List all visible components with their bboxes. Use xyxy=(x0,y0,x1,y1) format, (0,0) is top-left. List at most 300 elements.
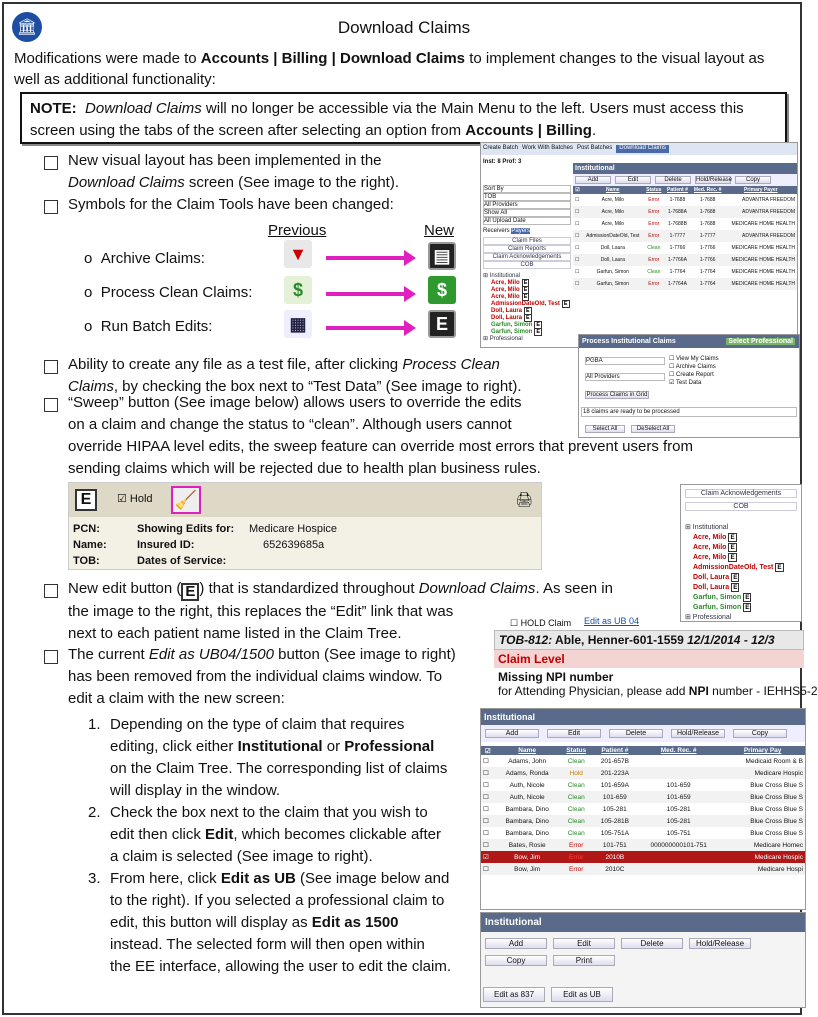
row-checkbox[interactable]: ☐ xyxy=(483,782,489,789)
process-grid-button[interactable]: Process Claims in Grid xyxy=(586,392,648,398)
error-title: Missing NPI number xyxy=(498,670,614,684)
edit-as-ub-button[interactable]: Edit as UB xyxy=(551,987,613,1002)
showing-label: Showing Edits for: xyxy=(137,523,235,535)
note-box xyxy=(20,92,787,144)
providers-select[interactable]: All Providers xyxy=(585,373,665,381)
select-all-button[interactable]: Select All xyxy=(585,425,625,433)
table-cell: AdmissionDateOld, Test xyxy=(586,233,640,239)
column-header[interactable]: Status xyxy=(643,186,664,194)
select-professional-button[interactable]: Select Professional xyxy=(728,338,793,345)
table-cell: 1-7688 xyxy=(699,209,716,215)
row-checkbox[interactable]: ☐ xyxy=(483,866,489,873)
row-checkbox[interactable]: ☑ xyxy=(483,854,489,861)
claim-reports-link[interactable]: Claim Reports xyxy=(483,245,571,253)
table-cell: Auth, Nicole xyxy=(509,793,545,801)
institutional-toolbar-screenshot xyxy=(480,912,806,1008)
hold-claim-checkbox[interactable]: ☐ HOLD Claim xyxy=(510,618,572,628)
tree-item[interactable]: ⊞ Professional xyxy=(483,336,523,342)
table-row[interactable] xyxy=(481,791,805,803)
table-cell: 101-659A xyxy=(600,781,629,789)
options-checkboxes xyxy=(669,355,719,387)
step-3-l1-end: (See image below and xyxy=(295,870,450,887)
claim-ack-link[interactable]: Claim Acknowledgements xyxy=(685,489,797,498)
step-3-l2: to the right). If you selected a professional claim to xyxy=(110,892,445,909)
sort-select[interactable]: Sort By xyxy=(483,185,571,193)
edit-e-icon[interactable]: E xyxy=(536,329,540,335)
toolbar-button[interactable]: Hold/Release xyxy=(689,938,751,949)
sweep-panel xyxy=(68,482,542,570)
table-cell: Medicaid Room & B xyxy=(745,757,803,765)
step-3-l4: instead. The selected form will then open within xyxy=(110,936,425,953)
sub-bullet: o Process Clean Claims: xyxy=(84,284,253,301)
table-cell: MEDICARE HOME HEALTH xyxy=(731,245,795,251)
table-cell: Doll, Laura xyxy=(600,257,625,263)
table-cell: Medicare Hospi xyxy=(757,865,803,873)
create-report-label: Create Report xyxy=(676,372,714,378)
edit-e-icon[interactable]: E xyxy=(730,554,735,561)
table-cell: 1-7766A xyxy=(668,257,687,263)
table-cell: 105-751 xyxy=(666,829,691,837)
table-cell: Error xyxy=(648,197,660,203)
table-row[interactable] xyxy=(573,278,797,290)
claim-level-banner: Claim Level xyxy=(494,650,804,668)
bullet-box xyxy=(44,156,58,170)
option-row[interactable]: ☐ Create Report xyxy=(669,372,714,378)
bullet-3-italic-2: Claims xyxy=(68,378,114,395)
document-page xyxy=(2,2,818,1015)
table-row[interactable] xyxy=(481,851,805,863)
payers-tab[interactable]: Payers xyxy=(511,228,531,234)
upload-select[interactable]: All Upload Date xyxy=(483,217,571,225)
archive-claims-label: Archive Claims xyxy=(675,364,716,370)
table-cell: Blue Cross Blue S xyxy=(750,817,803,825)
edit-e-icon[interactable]: E xyxy=(730,534,735,541)
claim-tree-panel xyxy=(483,159,571,347)
table-cell: 101-751 xyxy=(602,841,627,849)
table-cell: 1-7764 xyxy=(699,269,716,275)
dialog-title: Process Institutional Claims xyxy=(582,338,676,345)
claim-tree xyxy=(483,273,571,343)
table-cell: Clean xyxy=(567,793,585,801)
bullet-1-italic: Download Claims xyxy=(68,174,185,191)
cob-link[interactable]: COB xyxy=(483,261,571,269)
edit-as-ub04-link[interactable]: Edit as UB 04 xyxy=(584,616,640,626)
edit-button[interactable] xyxy=(75,489,97,511)
table-row[interactable] xyxy=(481,779,805,791)
table-cell: 1-7764 xyxy=(699,281,716,287)
table-cell: Doll, Laura xyxy=(600,245,625,251)
row-checkbox[interactable]: ☐ xyxy=(483,818,489,825)
tree-item[interactable]: ⊞ Institutional xyxy=(483,273,521,279)
tree-item[interactable]: ⊞ Professional xyxy=(685,614,732,621)
step-3-l1: From here, click xyxy=(110,870,221,887)
bullet-2: Symbols for the Claim Tools have been changed: xyxy=(68,196,394,213)
tab-bar xyxy=(481,143,797,155)
table-cell: Error xyxy=(648,209,660,215)
bullet-box xyxy=(44,650,58,664)
name-label: Name: xyxy=(73,539,107,551)
table-cell: Error xyxy=(569,841,584,849)
table-cell: Bambara, Dino xyxy=(505,829,549,837)
tree-item[interactable]: Garfun, Simon E xyxy=(491,322,540,328)
claim-edit-screenshot xyxy=(494,616,818,698)
note-label: NOTE: xyxy=(30,100,77,117)
table-cell: Bow, Jim xyxy=(514,853,541,861)
column-header[interactable]: Patient # xyxy=(593,746,637,755)
row-checkbox[interactable]: ☐ xyxy=(575,257,580,263)
edit-as-837-button[interactable]: Edit as 837 xyxy=(483,987,545,1002)
claim-tree xyxy=(685,523,801,623)
edit-e-icon[interactable]: E xyxy=(563,301,568,307)
bullet-5-l2: the image to the right, this replaces the “Edit” link that was xyxy=(68,603,454,620)
table-row[interactable] xyxy=(481,767,805,779)
edit-e-icon[interactable]: E xyxy=(526,315,530,321)
table-row[interactable] xyxy=(481,755,805,767)
bullet-3-italic: Process Clean xyxy=(402,356,500,373)
table-cell: Medicare Hospic xyxy=(754,769,803,777)
deselect-all-button[interactable]: DeSelect All xyxy=(631,425,675,433)
row-checkbox[interactable]: ☐ xyxy=(483,794,489,801)
step-1-bold-2: Professional xyxy=(344,738,435,755)
row-checkbox[interactable]: ☐ xyxy=(575,209,580,215)
table-cell: 1-7688 xyxy=(699,197,716,203)
tree-item[interactable]: Garfun, Simon E xyxy=(491,329,540,335)
table-cell: 000000000101-751 xyxy=(650,841,707,849)
bullet-5-text-3: . As seen in xyxy=(535,580,613,597)
table-cell: Error xyxy=(648,221,660,227)
bullet-4 xyxy=(68,392,788,480)
row-checkbox[interactable]: ☐ xyxy=(483,770,489,777)
institutional-claims-screenshot xyxy=(480,708,806,910)
bullet-5-italic: Download Claims xyxy=(418,580,536,597)
old-dollar-icon: $ xyxy=(284,276,312,304)
hold-checkbox[interactable]: ☑ Hold xyxy=(117,493,153,505)
edit-e-icon[interactable]: E xyxy=(745,604,750,611)
table-cell: Acre, Milo xyxy=(601,209,624,215)
toolbar-button[interactable]: Delete xyxy=(621,938,683,949)
toolbar-button[interactable]: Edit xyxy=(547,729,601,738)
column-header[interactable]: Name xyxy=(582,186,643,194)
table-row[interactable] xyxy=(573,230,797,242)
table-cell: 105-281B xyxy=(600,817,629,825)
table-row[interactable] xyxy=(573,242,797,254)
bullet-4-l2: on a claim and change the status to “clean”. Although users cannot xyxy=(68,416,512,433)
table-cell: 101-659 xyxy=(666,781,691,789)
tree-item[interactable]: AdmissionDateOld, Test E xyxy=(491,301,568,307)
table-cell: MEDICARE HOME HEALTH xyxy=(731,281,795,287)
table-cell: Error xyxy=(569,853,584,861)
column-header[interactable]: Patient # xyxy=(664,186,691,194)
edit-e-icon xyxy=(428,310,456,338)
table-cell xyxy=(637,863,720,875)
table-cell: Adams, John xyxy=(508,757,547,765)
table-cell: 1-7688 xyxy=(669,197,686,203)
toolbar-button[interactable]: Edit xyxy=(553,938,615,949)
bullet-3-text: Ability to create any file as a test file, after clicking xyxy=(68,356,403,373)
bullet-box xyxy=(44,360,58,374)
table-row[interactable] xyxy=(573,194,797,206)
edit-e-letter: E xyxy=(185,583,196,600)
table-cell: Blue Cross Blue S xyxy=(750,793,803,801)
previous-label: Previous xyxy=(268,222,327,239)
arrow-icon xyxy=(326,256,406,260)
option-row[interactable]: ☐ View My Claims xyxy=(669,356,719,362)
tab-post-batches[interactable]: Post Batches xyxy=(576,145,613,151)
table-cell: Garfun, Simon xyxy=(596,281,629,287)
toolbar-button[interactable]: Copy xyxy=(735,176,771,184)
toolbar-button[interactable]: Copy xyxy=(485,955,547,966)
edit-e-icon[interactable]: E xyxy=(745,594,750,601)
bullet-1 xyxy=(68,150,468,194)
row-checkbox[interactable]: ☐ xyxy=(575,221,580,227)
table-row[interactable] xyxy=(481,815,805,827)
step-1-l4: will display in the window. xyxy=(110,782,281,799)
table-cell: Blue Cross Blue S xyxy=(750,805,803,813)
intro-bold: Accounts | Billing | Download Claims xyxy=(200,50,466,67)
row-checkbox[interactable]: ☐ xyxy=(575,233,580,239)
column-header[interactable]: Med. Rec. # xyxy=(691,186,725,194)
toolbar-button[interactable]: Delete xyxy=(655,176,691,184)
row-checkbox[interactable]: ☐ xyxy=(575,281,580,287)
arrow-icon xyxy=(326,292,406,296)
step-1 xyxy=(88,714,480,802)
table-row[interactable] xyxy=(481,827,805,839)
table-cell: Acre, Milo xyxy=(601,221,624,227)
toolbar-button[interactable]: Hold/Release xyxy=(671,729,725,738)
edit-e-icon[interactable]: E xyxy=(733,584,738,591)
table-row[interactable] xyxy=(573,254,797,266)
claim-files-link[interactable]: Claim Files xyxy=(483,237,571,245)
column-header[interactable]: Primary Pay xyxy=(720,746,805,755)
receivers-tab[interactable]: Receivers xyxy=(483,228,510,234)
table-cell: 1-7777 xyxy=(699,233,716,239)
table-cell: ADVANTRA FREEDOM xyxy=(742,209,795,215)
table-cell: Bambara, Dino xyxy=(505,817,549,825)
select-all-checkbox[interactable]: ☑ xyxy=(573,186,582,194)
column-header[interactable]: Med. Rec. # xyxy=(637,746,720,755)
edit-e-icon[interactable]: E xyxy=(777,564,782,571)
edit-e-icon[interactable]: E xyxy=(733,574,738,581)
grid-toolbar xyxy=(481,932,805,972)
grid-header: Institutional xyxy=(481,709,805,725)
row-checkbox[interactable]: ☐ xyxy=(483,842,489,849)
row-checkbox[interactable]: ☐ xyxy=(483,830,489,837)
tree-item[interactable]: Acre, Milo E xyxy=(491,294,528,300)
edit-e-icon[interactable]: E xyxy=(523,294,528,300)
step-3-l3: edit, this button will display as xyxy=(110,914,312,931)
select-all-checkbox[interactable]: ☑ xyxy=(481,746,495,755)
toolbar-button[interactable]: Add xyxy=(485,729,539,738)
dos-label: Dates of Service: xyxy=(137,555,227,567)
table-cell xyxy=(637,767,720,779)
claims-grid xyxy=(573,163,797,290)
bullet-5-text: New edit button ( xyxy=(68,580,182,597)
option-row[interactable]: ☐ Archive Claims xyxy=(669,364,716,370)
intro-paragraph xyxy=(14,48,784,90)
step-3 xyxy=(88,868,480,978)
dollar-icon: $ xyxy=(428,276,456,304)
table-cell: 1-7688B xyxy=(668,221,687,227)
note-text: will no longer be accessible via the Main Menu to the left. Users must access this screen using the tabs of the screen after selecting an option from xyxy=(30,100,744,139)
old-batch-icon: ▦ xyxy=(284,310,312,338)
tree-item[interactable]: ⊞ Institutional xyxy=(685,524,729,531)
table-row[interactable] xyxy=(573,266,797,278)
bullet-5-l3: next to each patient name listed in the Claim Tree. xyxy=(68,625,402,642)
claim-dates: 12/1/2014 - 12/3 xyxy=(687,633,775,647)
edit-e-icon[interactable]: E xyxy=(526,308,530,314)
test-data-checkbox[interactable]: ☑ Test Data xyxy=(669,380,702,386)
row-checkbox[interactable]: ☐ xyxy=(483,758,489,765)
grid-toolbar xyxy=(481,725,805,742)
row-checkbox[interactable]: ☐ xyxy=(575,197,580,203)
tree-item[interactable]: Acre, Milo E xyxy=(491,280,528,286)
note-end: . xyxy=(591,122,597,139)
tree-item[interactable]: Garfun, Simon E xyxy=(693,594,750,601)
table-cell: Bates, Rosie xyxy=(508,841,546,849)
tab-work-batches[interactable]: Work With Batches xyxy=(522,145,573,151)
process-label: Process Clean Claims: xyxy=(100,284,253,301)
toolbar-button[interactable]: Add xyxy=(575,176,611,184)
edit-e-icon[interactable]: E xyxy=(536,322,540,328)
toolbar-button[interactable]: Edit xyxy=(615,176,651,184)
table-cell: 201-223A xyxy=(600,769,629,777)
toolbar-button[interactable]: Copy xyxy=(733,729,787,738)
table-cell: Clean xyxy=(567,817,585,825)
step-2-bold: Edit xyxy=(205,826,234,843)
edit-e-letter: E xyxy=(435,313,448,334)
tree-item[interactable]: Doll, Laura E xyxy=(693,574,738,581)
tab-download-claims[interactable]: Download Claims xyxy=(616,145,669,153)
tob-select[interactable]: TOB xyxy=(483,193,571,201)
claims-table xyxy=(481,746,805,875)
table-cell: 1-7764A xyxy=(668,281,687,287)
table-cell: Clean xyxy=(647,269,661,275)
table-cell: 105-751A xyxy=(600,829,629,837)
tree-item[interactable]: Doll, Laura E xyxy=(693,584,738,591)
table-cell: 105-281 xyxy=(666,817,691,825)
column-header[interactable]: Status xyxy=(560,746,593,755)
claim-tree-screenshot xyxy=(680,484,802,622)
tree-item[interactable]: Acre, Milo E xyxy=(693,554,735,561)
table-cell: Medicare Hospic xyxy=(754,853,803,861)
bullet-6 xyxy=(68,644,488,710)
tree-counts: Inst: 8 Prof: 3 xyxy=(483,159,522,165)
table-cell: MEDICARE HOME HEALTH xyxy=(731,221,795,227)
tab-create-batch[interactable]: Create Batch xyxy=(483,145,519,151)
arrow-icon xyxy=(326,326,406,330)
toolbar-button[interactable]: Delete xyxy=(609,729,663,738)
edit-as-buttons xyxy=(483,987,613,1002)
table-cell: 1-7688 xyxy=(699,221,716,227)
pgba-select[interactable]: PGBA xyxy=(585,357,665,365)
dialog-title-bar xyxy=(579,335,799,348)
column-header[interactable]: Name xyxy=(495,746,560,755)
toolbar-button[interactable]: Print xyxy=(553,955,615,966)
table-row[interactable] xyxy=(481,863,805,875)
cob-link[interactable]: COB xyxy=(685,502,797,511)
sub-bullet: o Archive Claims: xyxy=(84,250,205,267)
new-label: New xyxy=(424,222,455,239)
tree-item[interactable]: AdmissionDateOld, Test E xyxy=(693,564,782,571)
table-cell: MEDICARE HOME HEALTH xyxy=(731,257,795,263)
bullet-4-l3: override HIPAA level edits, the sweep feature can override most errors that prevent users from xyxy=(68,438,694,455)
row-checkbox[interactable]: ☐ xyxy=(575,269,580,275)
hold-claim-label: HOLD Claim xyxy=(520,618,572,628)
toolbar-button[interactable]: Hold/Release xyxy=(696,177,733,183)
table-cell: 101-659 xyxy=(666,793,691,801)
table-cell: Garfun, Simon xyxy=(596,269,629,275)
table-row[interactable] xyxy=(481,839,805,851)
table-cell: Error xyxy=(648,257,660,263)
column-header[interactable]: Primary Payer xyxy=(725,186,797,194)
table-row[interactable] xyxy=(573,206,797,218)
bullet-3-text-2: , by checking the box next to “Test Data” (See image to right). xyxy=(113,378,522,395)
table-cell: Clean xyxy=(567,757,585,765)
error-message xyxy=(494,668,818,700)
note-bold: Accounts | Billing xyxy=(465,122,592,139)
row-checkbox[interactable]: ☐ xyxy=(483,806,489,813)
sweep-toolbar xyxy=(69,483,541,517)
tree-item[interactable]: Doll, Laura E xyxy=(491,308,530,314)
bullet-1-text-2: screen (See image to the right). xyxy=(184,174,399,191)
grid-header: Institutional xyxy=(573,163,797,174)
test-data-label: Test Data xyxy=(675,380,702,386)
insured-label: Insured ID: xyxy=(137,539,195,551)
table-cell xyxy=(637,755,720,767)
bullet-4-l1: “Sweep” button (See image below) allows users to override the edits xyxy=(68,394,522,411)
table-cell: 201-657B xyxy=(600,757,629,765)
claim-edit-toolbar xyxy=(494,616,804,630)
table-row[interactable] xyxy=(481,803,805,815)
error-text-2: number - IEHHS5-2 xyxy=(708,684,818,698)
show-select[interactable]: Show All xyxy=(483,209,571,217)
intro-text: Modifications were made to xyxy=(14,50,201,67)
table-cell: 105-281 xyxy=(602,805,627,813)
tree-item[interactable]: Acre, Milo E xyxy=(693,534,735,541)
claim-ack-link[interactable]: Claim Acknowledgements xyxy=(483,253,571,261)
table-cell: Clean xyxy=(567,829,585,837)
sweep-broom-icon[interactable]: 🧹 xyxy=(171,486,201,514)
page-title: Download Claims xyxy=(337,18,471,37)
table-row[interactable] xyxy=(573,218,797,230)
row-checkbox[interactable]: ☐ xyxy=(575,245,580,251)
edit-e-icon[interactable]: E xyxy=(730,544,735,551)
toolbar-button[interactable]: Add xyxy=(485,938,547,949)
step-1-l2: editing, click either xyxy=(110,738,238,755)
table-header-row xyxy=(481,746,805,755)
table-cell: Blue Cross Blue S xyxy=(750,829,803,837)
step-1-bold: Institutional xyxy=(237,738,323,755)
table-header-row xyxy=(573,186,797,194)
sub-bullet: o Run Batch Edits: xyxy=(84,318,213,335)
table-cell: Auth, Nicole xyxy=(509,781,545,789)
table-cell: Adams, Ronda xyxy=(505,769,549,777)
tree-item[interactable]: Acre, Milo E xyxy=(491,287,528,293)
table-cell: Acre, Milo xyxy=(601,197,624,203)
table-cell: Blue Cross Blue S xyxy=(750,781,803,789)
tree-item[interactable]: Acre, Milo E xyxy=(693,544,735,551)
print-icon[interactable]: 🖨 xyxy=(515,491,533,507)
tree-item[interactable]: Garfun, Simon E xyxy=(693,604,750,611)
bullet-4-l4: sending claims which will be rejected due to health plan business rules. xyxy=(68,460,541,477)
table-cell: ADVANTRA FREEDOM xyxy=(742,197,795,203)
edit-e-icon[interactable]: E xyxy=(523,280,528,286)
steps-list xyxy=(88,714,480,978)
tree-item[interactable]: Doll, Laura E xyxy=(491,315,530,321)
edit-e-icon[interactable]: E xyxy=(523,287,528,293)
providers-select[interactable]: All Providers xyxy=(483,201,571,209)
step-3-bold: Edit as UB xyxy=(220,870,296,887)
